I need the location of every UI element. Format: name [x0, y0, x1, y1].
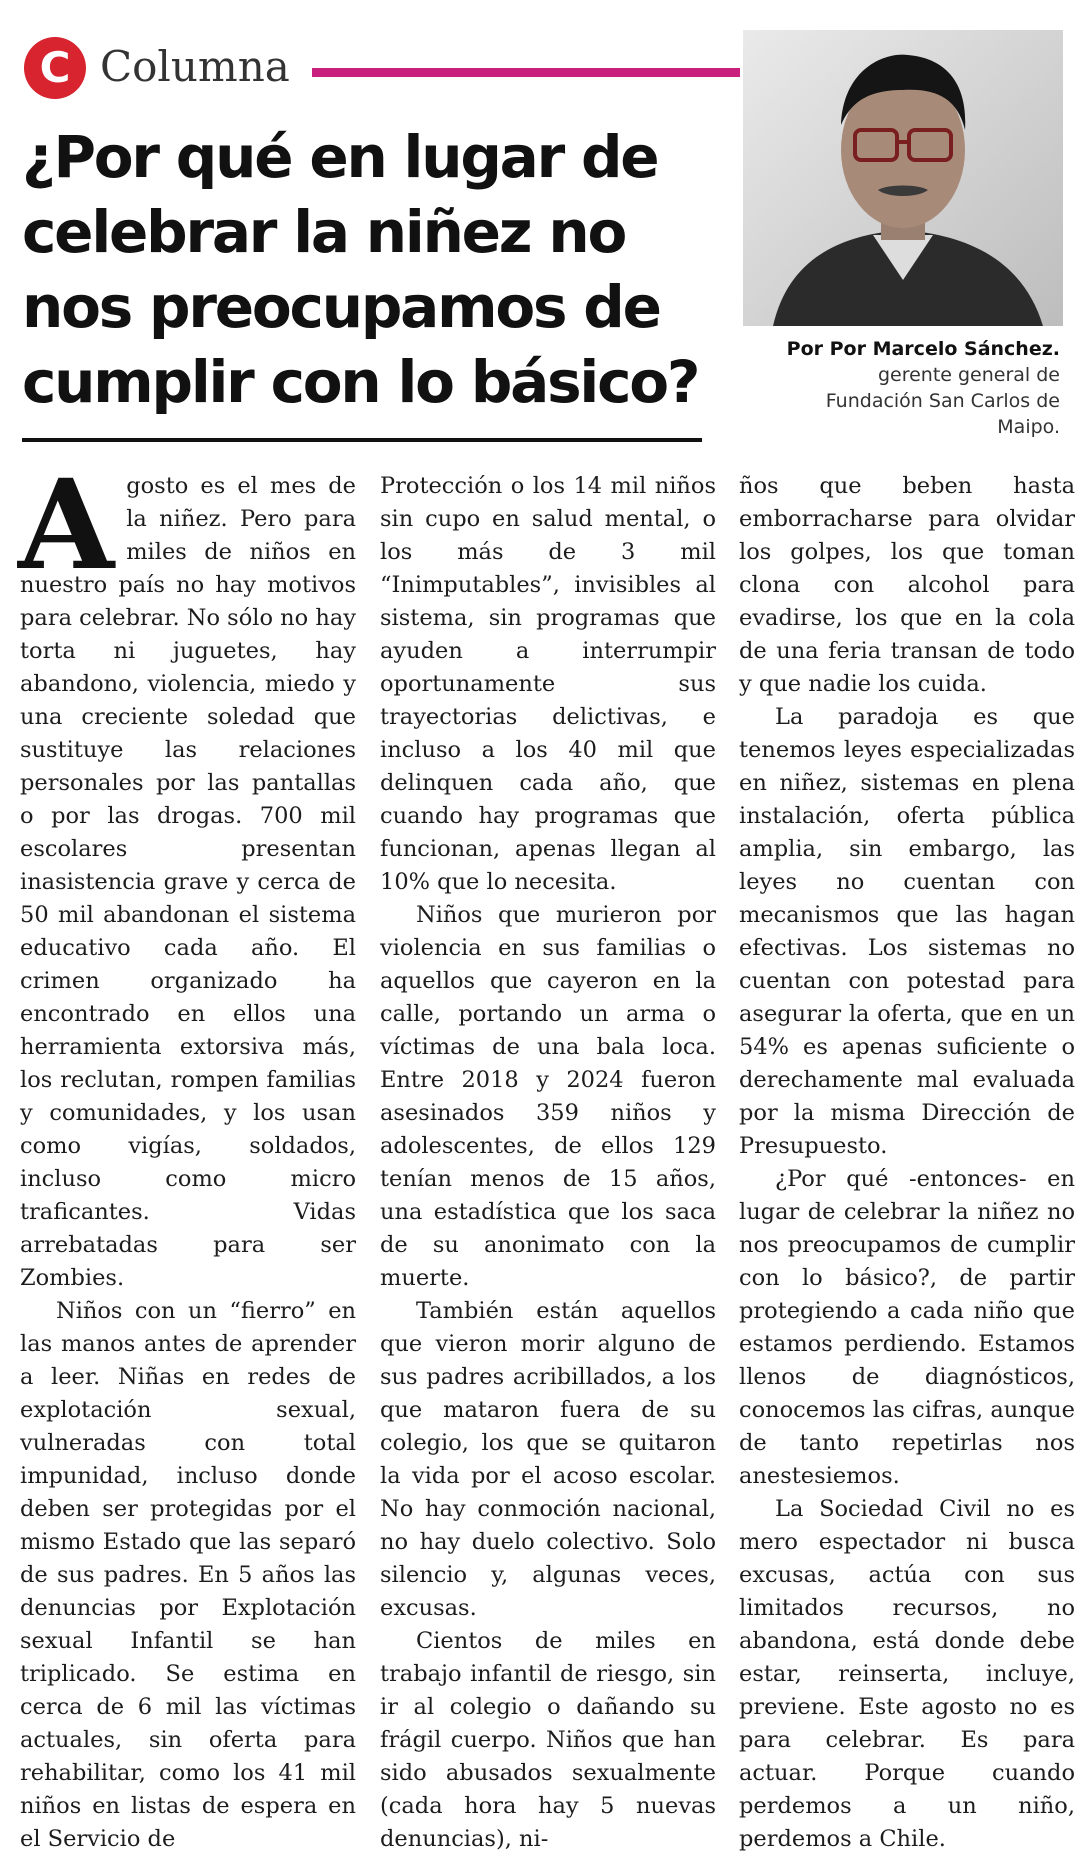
- author-organization: Fundación San Carlos de: [825, 390, 1060, 412]
- paragraph: La Sociedad Civil no es mero espectador ni busca excusas, actúa con sus limitados recursos, no abandona, está donde debe estar, reinserta, incluye, previene. Este agosto no es para celebrar. Es para actuar. Porque cuando perdemos a un niño, perdemos a Chile.: [739, 1496, 1075, 1852]
- article-column-3: [739, 470, 1075, 1856]
- paragraph: ños que beben hasta emborracharse para olvidar los golpes, los que toman clona con alcohol para evadirse, los que en la cola de una feria transan de todo y que nadie los cuida.: [739, 473, 1075, 697]
- headline: ¿Por qué en lugar de celebrar la niñez no nos preocupamos de cumplir con lo básico?: [22, 123, 699, 416]
- paragraph: ¿Por qué -entonces- en lugar de celebrar la niñez no nos preocupamos de cumplir con lo básico?, de partir protegiendo a cada niño que estamos perdiendo. Estamos llenos de diagnósticos, conocemos las cifras, aunque de tanto repetirlas nos anestesiemos.: [739, 1166, 1075, 1489]
- section-label: Columna: [100, 42, 290, 91]
- paragraph: Cientos de miles en trabajo infantil de riesgo, sin ir al colegio o dañando su frágil cuerpo. Niños que han sido abusados sexualmente (cada hora hay 5 nuevas denuncias), ni-: [380, 1628, 716, 1852]
- paragraph: La paradoja es que tenemos leyes especializadas en niñez, sistemas en plena instalación, oferta pública amplia, sin embargo, las leyes no cuentan con mecanismos que las hagan efectivas. Los sistemas no cuentan con potestad para asegurar la oferta, que en un 54% es apenas suficiente o derechamente mal evaluada por la misma Dirección de Presupuesto.: [739, 704, 1075, 1159]
- drop-cap: A: [18, 453, 115, 598]
- column-badge: C: [24, 37, 86, 99]
- author-photo: [743, 30, 1063, 326]
- author-portrait-image: [743, 30, 1063, 326]
- paragraph: Niños con un “fierro” en las manos antes de aprender a leer. Niñas en redes de explotación sexual, vulneradas con total impunidad, incluso donde deben ser protegidas por el mismo Estado que las separó de sus padres. En 5 años las denuncias por Explotación sexual Infantil se han triplicado. Se estima en cerca de 6 mil las víctimas actuales, sin oferta para rehabilitar, como los 41 mil niños en listas de espera en el Servicio de: [20, 1298, 356, 1852]
- author-name: Por Por Marcelo Sánchez.: [786, 338, 1060, 360]
- article-column-1: [18, 453, 356, 1856]
- author-organization-cont: Maipo.: [997, 416, 1060, 438]
- article-column-2: [380, 470, 716, 1856]
- author-role: gerente general de: [877, 364, 1060, 386]
- paragraph: Niños que murieron por violencia en sus familias o aquellos que cayeron en la calle, portando un arma o víctimas de una bala loca. Entre 2018 y 2024 fueron asesinados 359 niños y adolescentes, de ellos 129 tenían menos de 15 años, una estadística que los saca de su anonimato con la muerte.: [380, 902, 716, 1291]
- headline-divider: [22, 438, 702, 442]
- paragraph-text: gosto es el mes de la niñez. Pero para miles de niños en nuestro país no hay motivos para celebrar. No sólo no hay torta ni juguetes, hay abandono, violencia, miedo y una creciente soledad que sustituye las relaciones personales por las pantallas o por las drogas. 700 mil escolares presentan inasistencia grave y cerca de 50 mil abandonan el sistema educativo cada año. El crimen organizado ha encontrado en ellos una herramienta extorsiva más, los reclutan, rompen familias y comunidades, y los usan como vigías, soldados, incluso como micro traficantes. Vidas arrebatadas para ser Zombies.: [20, 473, 356, 1291]
- author-byline: [787, 336, 1060, 440]
- paragraph: También están aquellos que vieron morir alguno de sus padres acribillados, a los que mataron fuera de su colegio, los que se quitaron la vida por el acoso escolar. No hay conmoción nacional, no hay duelo colectivo. Solo silencio y, algunas veces, excusas.: [380, 1298, 716, 1621]
- paragraph: [18, 453, 356, 1295]
- paragraph: Protección o los 14 mil niños sin cupo en salud mental, o los más de 3 mil “Inimputables”, invisibles al sistema, sin programas que ayuden a interrumpir oportunamente sus trayectorias delictivas, e incluso a los 40 mil que delinquen cada año, que cuando hay programas que funcionan, apenas llegan al 10% que lo necesita.: [380, 473, 716, 895]
- section-accent-rule: [312, 68, 740, 77]
